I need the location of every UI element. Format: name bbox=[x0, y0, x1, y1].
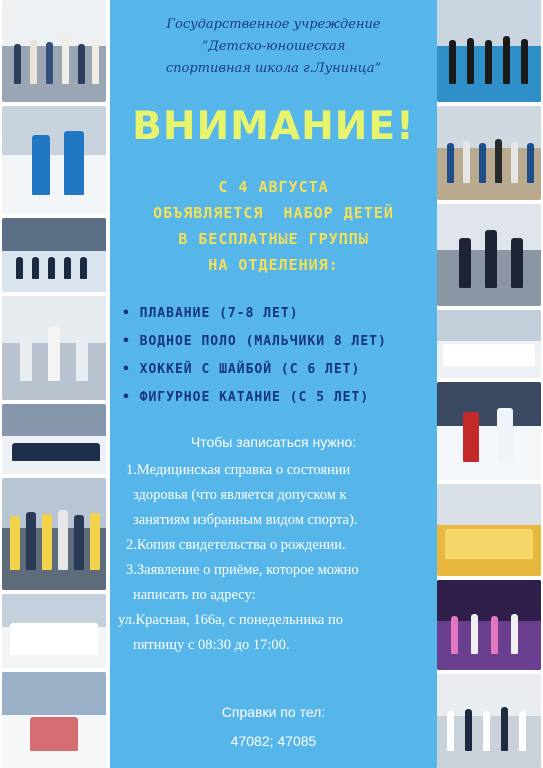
address-line: ул.Красная, 166а, с понедельника по bbox=[118, 612, 343, 628]
photo-kids-group bbox=[2, 478, 106, 590]
photo-podium bbox=[2, 296, 106, 400]
photo-summer-camp bbox=[437, 484, 541, 576]
sports-sections-list bbox=[122, 300, 435, 412]
requirement-line: написать по адресу: bbox=[133, 587, 256, 603]
photo-hockey-players bbox=[2, 106, 106, 214]
photo-school-team bbox=[2, 594, 106, 668]
announcement-line-3: В БЕСПЛАТНЫЕ ГРУППЫ bbox=[178, 230, 369, 248]
photo-dance-group bbox=[437, 580, 541, 670]
photo-sports-hall-group bbox=[437, 674, 541, 768]
requirement-line: 2.Копия свидетельства о рождении. bbox=[126, 537, 346, 553]
org-line-2: “Детско-юношеская bbox=[201, 39, 346, 54]
requirement-line: 3.Заявление о приёме, которое можно bbox=[126, 562, 359, 578]
photo-ice-rink-team bbox=[2, 218, 106, 292]
photo-hall-team bbox=[437, 310, 541, 378]
announcement-panel bbox=[110, 0, 437, 768]
announcement-line-2: ОБЪЯВЛЯЕТСЯ НАБОР ДЕТЕЙ bbox=[153, 204, 394, 222]
section-item-ice-hockey: • ХОККЕЙ С ШАЙБОЙ (С 6 ЛЕТ) bbox=[122, 356, 435, 384]
section-item-water-polo: • ВОДНОЕ ПОЛО (МАЛЬЧИКИ 8 ЛЕТ) bbox=[122, 328, 435, 356]
hours-line: пятницу с 08:30 до 17:00. bbox=[133, 637, 290, 653]
requirement-line: 1.Медицинская справка о состоянии bbox=[126, 462, 351, 478]
requirements-list bbox=[118, 458, 431, 658]
photo-hockey-team bbox=[2, 404, 106, 474]
organization-name bbox=[110, 14, 437, 80]
attention-heading: ВНИМАНИЕ! bbox=[132, 104, 415, 149]
photo-swimmers-podium bbox=[437, 204, 541, 306]
org-line-3: спортивная школа г.Лунинца” bbox=[165, 61, 382, 76]
photo-swimming-pool-team bbox=[437, 0, 541, 102]
requirement-line: занятиям избранным видом спорта). bbox=[133, 512, 358, 528]
photo-diploma-group bbox=[2, 0, 106, 102]
photo-hockey-game bbox=[437, 382, 541, 480]
contact-phones: 47082; 47085 bbox=[230, 733, 317, 749]
left-photo-column bbox=[0, 0, 108, 768]
section-item-swimming: • ПЛАВАНИЕ (7-8 ЛЕТ) bbox=[122, 300, 435, 328]
photo-gym-group bbox=[437, 106, 541, 200]
section-item-figure-skating: • ФИГУРНОЕ КАТАНИЕ (С 5 ЛЕТ) bbox=[122, 384, 435, 412]
announcement-line-4: НА ОТДЕЛЕНИЯ: bbox=[208, 256, 339, 274]
enrollment-announcement bbox=[110, 174, 437, 278]
right-photo-column bbox=[435, 0, 543, 768]
contact-label: Справки по тел: bbox=[221, 704, 326, 720]
photo-goal-net bbox=[2, 672, 106, 768]
requirement-line: здоровья (что является допуском к bbox=[133, 487, 347, 503]
announcement-line-1: С 4 АВГУСТА bbox=[218, 178, 329, 196]
requirements-title: Чтобы записаться нужно: bbox=[190, 434, 357, 450]
org-line-1: Государственное учреждение bbox=[166, 17, 381, 32]
